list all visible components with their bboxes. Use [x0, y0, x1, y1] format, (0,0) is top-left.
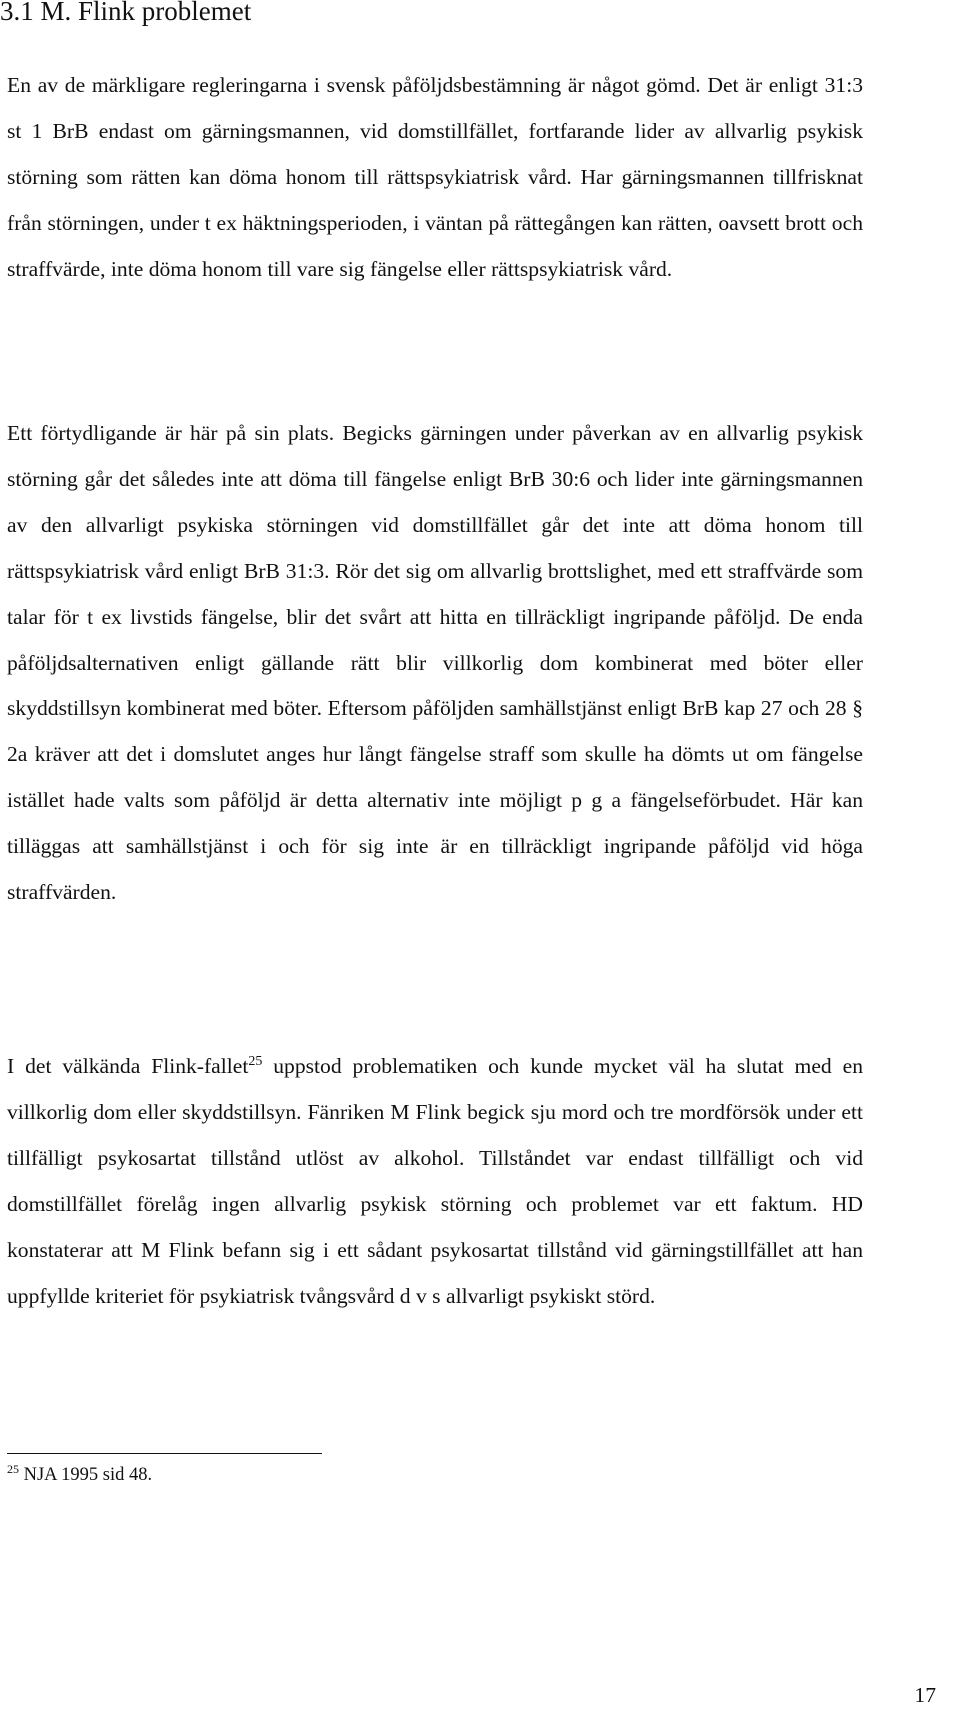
page-number: 17	[914, 1683, 936, 1707]
footnote-number: 25	[7, 1462, 19, 1476]
footnote	[7, 1462, 152, 1486]
paragraph-3	[7, 1044, 863, 1319]
paragraph-3-text-start: I det välkända Flink-fallet	[7, 1054, 249, 1078]
footnote-divider	[7, 1453, 322, 1454]
section-heading: 3.1 M. Flink problemet	[0, 0, 252, 26]
paragraph-1: En av de märkligare regleringarna i svensk påföljdsbestämning är något gömd. Det är enligt 31:3 st 1 BrB endast om gärningsmannen, vid domstillfället, fortfarande lider av allvarlig psykisk störning som rätten kan döma honom till rättspsykiatrisk vård. Har gärningsmannen tillfrisknat från störningen, under t ex häktningsperioden, i väntan på rättegången kan rätten, oavsett brott och straffvärde, inte döma honom till vare sig fängelse eller rättspsykiatrisk vård.	[7, 73, 863, 281]
paragraph-2: Ett förtydligande är här på sin plats. Begicks gärningen under påverkan av en allvarlig psykisk störning går det således inte att döma till fängelse enligt BrB 30:6 och lider inte gärningsmannen av den allvarligt psykiska störningen vid domstillfället går det inte att döma honom till rättspsykiatrisk vård enligt BrB 31:3. Rör det sig om allvarlig brottslighet, med ett straffvärde som talar för t ex livstids fängelse, blir det svårt att hitta en tillräckligt ingripande påföljd. De enda påföljdsalternativen enligt gällande rätt blir villkorlig dom kombinerat med böter eller skyddstillsyn kombinerat med böter. Eftersom påföljden samhällstjänst enligt BrB kap 27 och 28 § 2a kräver att det i domslutet anges hur långt fängelse straff som skulle ha dömts ut om fängelse istället hade valts som påföljd är detta alternativ inte möjligt p g a fängelseförbudet. Här kan tilläggas att samhällstjänst i och för sig inte är en tillräckligt ingripande påföljd vid höga straffvärden.	[7, 421, 863, 905]
footnote-text: NJA 1995 sid 48.	[19, 1465, 153, 1486]
footnote-reference[interactable]: 25	[248, 1053, 263, 1069]
paragraph-3-text-end: uppstod problematiken och kunde mycket väl ha slutat med en villkorlig dom eller skyddstillsyn. Fänriken M Flink begick sju mord och tre mordförsök under ett tillfälligt psykosartat tillstånd utlöst av alkohol. Tillståndet var endast tillfälligt och vid domstillfället förelåg ingen allvarlig psykisk störning och problemet var ett faktum. HD konstaterar att M Flink befann sig i ett sådant psykosartat tillstånd vid gärningstillfället att han uppfyllde kriteriet för psykiatrisk tvångsvård d v s allvarligt psykiskt störd.	[7, 1054, 863, 1308]
